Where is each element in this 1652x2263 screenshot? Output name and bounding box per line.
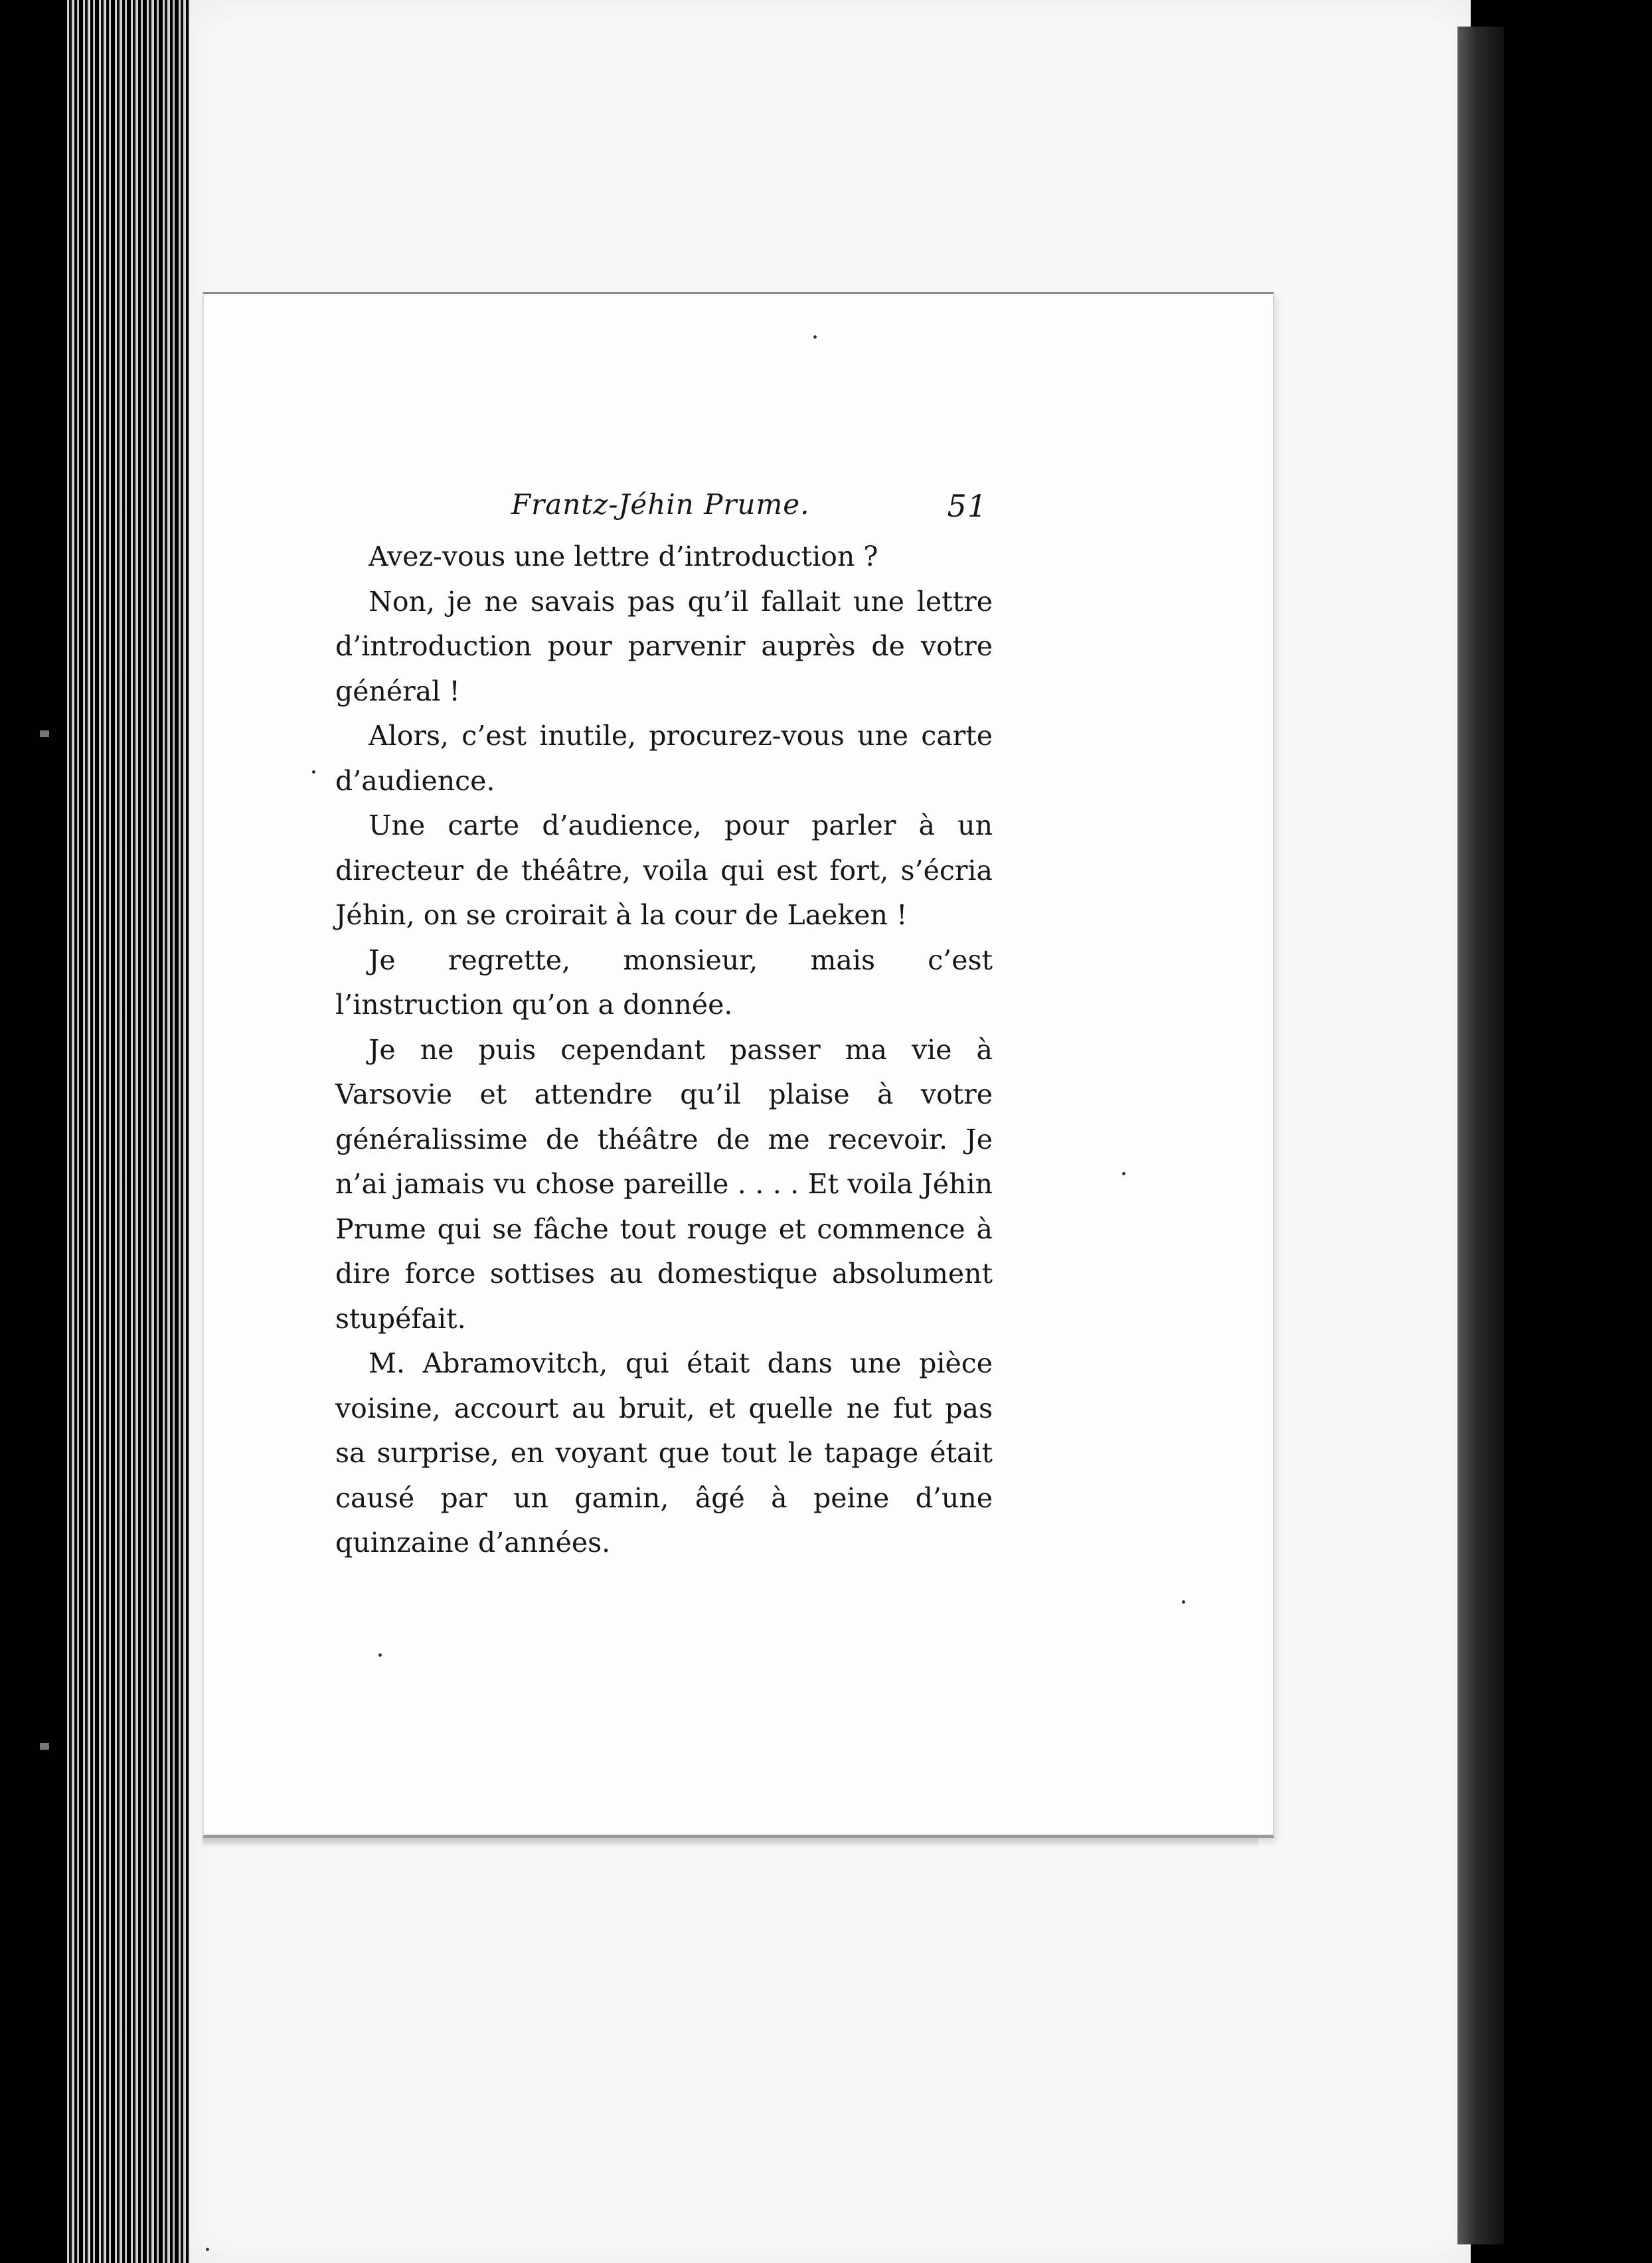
scan-mark <box>40 1743 49 1750</box>
binding-strip <box>1457 27 1504 2244</box>
page-text <box>335 488 993 1566</box>
paper-speck <box>813 335 817 339</box>
paper-speck <box>378 1653 382 1657</box>
paper-speck <box>1122 1172 1125 1175</box>
paper-speck <box>206 2248 209 2251</box>
paragraph: Je regrette, monsieur, mais c’est l’instruction qu’on a donnée. <box>335 944 993 1021</box>
running-title: Frantz-Jéhin Prume. <box>511 488 810 521</box>
running-head <box>335 488 993 535</box>
paper-speck <box>1182 1600 1185 1604</box>
page-number: 51 <box>947 488 987 524</box>
scan-mark <box>40 730 49 737</box>
paragraph: Une carte d’audience, pour parler à un directeur de théâtre, voila qui est fort, s’écria Jéhin, on se croirait à la cour de Laeken ! <box>335 809 993 931</box>
paragraph: Alors, c’est inutile, procurez-vous une carte d’audience. <box>335 720 993 797</box>
paragraph: M. Abramovitch, qui était dans une pièce voisine, accourt au bruit, et quelle ne fut pas sa surprise, en voyant que tout le tapage était causé par un gamin, âgé à peine d’une quinzaine d’années. <box>335 1347 993 1558</box>
paragraph: Je ne puis cependant passer ma vie à Varsovie et attendre qu’il plaise à votre généralissime de théâtre de me recevoir. Je n’ai jamais vu chose pareille . . . . Et voila Jéhin Prume qui se fâche tout rouge et commence à dire force sottises au domestique absolument stupéfait. <box>335 1033 993 1335</box>
pasted-page-shadow <box>203 1838 1258 1847</box>
book-page-edges <box>63 0 196 2263</box>
scan-border <box>1504 0 1652 2263</box>
paper-speck <box>312 770 315 774</box>
paragraph: Avez-vous une lettre d’introduction ? <box>369 541 878 572</box>
paragraph: Non, je ne savais pas qu’il fallait une lettre d’introduction pour parvenir auprès de votre général ! <box>335 585 993 707</box>
